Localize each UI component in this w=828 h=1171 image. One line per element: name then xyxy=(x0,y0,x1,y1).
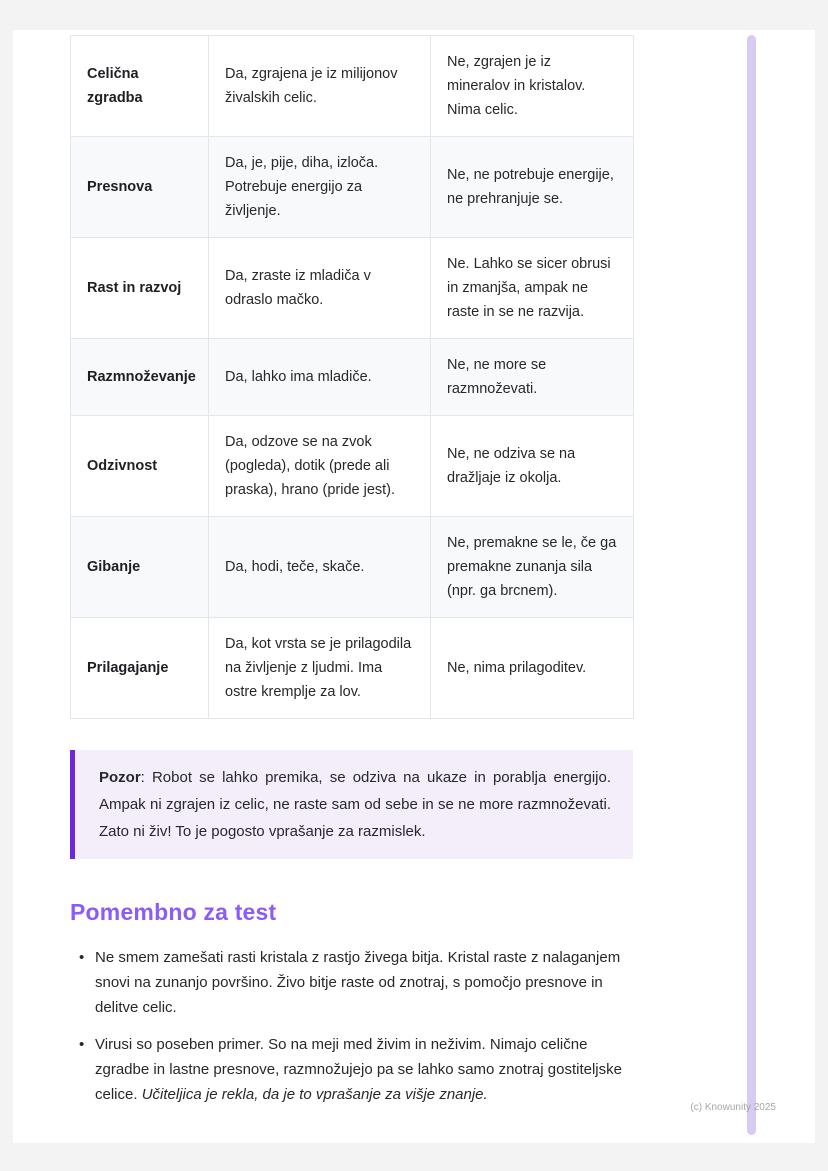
page-content xyxy=(13,30,643,1107)
cell-living: Da, odzove se na zvok (pogleda), dotik (prede ali praska), hrano (pride jest). xyxy=(209,416,431,517)
comparison-table xyxy=(70,35,634,719)
cell-feature: Celična zgradba xyxy=(71,36,209,137)
cell-nonliving: Ne, nima prilagoditev. xyxy=(431,618,634,719)
cell-nonliving: Ne. Lahko se sicer obrusi in zmanjša, ampak ne raste in se ne razvija. xyxy=(431,238,634,339)
bullet-text: Ne smem zamešati rasti kristala z rastjo živega bitja. Kristal raste z nalaganjem snovi na zunanjo površino. Živo bitje raste od znotraj, s pomočjo presnove in delitve celic. xyxy=(95,949,621,1016)
cell-living: Da, lahko ima mladiče. xyxy=(209,339,431,416)
bullet-list xyxy=(70,945,633,1107)
copyright-text: (c) Knowunity 2025 xyxy=(690,1102,776,1113)
cell-living: Da, je, pije, diha, izloča. Potrebuje energijo za življenje. xyxy=(209,137,431,238)
table-row xyxy=(71,339,634,416)
cell-feature: Odzivnost xyxy=(71,416,209,517)
table-row xyxy=(71,517,634,618)
callout-label: Pozor xyxy=(99,769,141,786)
document-page xyxy=(13,30,815,1143)
cell-nonliving: Ne, zgrajen je iz mineralov in kristalov. Nima celic. xyxy=(431,36,634,137)
bullet-italic-text: Učiteljica je rekla, da je to vprašanje za višje znanje. xyxy=(141,1086,488,1103)
section-heading: Pomembno za test xyxy=(70,899,277,925)
table-row xyxy=(71,137,634,238)
cell-nonliving: Ne, ne odziva se na dražljaje iz okolja. xyxy=(431,416,634,517)
list-item xyxy=(70,1032,633,1107)
cell-feature: Prilagajanje xyxy=(71,618,209,719)
list-item xyxy=(70,945,633,1020)
cell-nonliving: Ne, ne more se razmnoževati. xyxy=(431,339,634,416)
cell-living: Da, hodi, teče, skače. xyxy=(209,517,431,618)
table-row xyxy=(71,238,634,339)
cell-feature: Gibanje xyxy=(71,517,209,618)
table-row xyxy=(71,618,634,719)
cell-feature: Rast in razvoj xyxy=(71,238,209,339)
cell-feature: Presnova xyxy=(71,137,209,238)
table-row xyxy=(71,36,634,137)
callout-text: : Robot se lahko premika, se odziva na ukaze in porablja energijo. Ampak ni zgrajen iz celic, ne raste sam od sebe in se ne more razmnoževati. Zato ni živ! To je pogosto vprašanje za razmislek. xyxy=(99,769,611,840)
callout-box xyxy=(70,750,633,859)
table-row xyxy=(71,416,634,517)
cell-nonliving: Ne, ne potrebuje energije, ne prehranjuje se. xyxy=(431,137,634,238)
page-edge-decoration-bar xyxy=(747,35,756,1135)
bullet-text: Virusi so poseben primer. So na meji med živim in neživim. Nimajo celične zgradbe in lastne presnove, razmnožujejo pa se lahko samo znotraj gostiteljske celice. xyxy=(95,1036,622,1103)
cell-nonliving: Ne, premakne se le, če ga premakne zunanja sila (npr. ga brcnem). xyxy=(431,517,634,618)
cell-living: Da, zgrajena je iz milijonov živalskih celic. xyxy=(209,36,431,137)
cell-living: Da, kot vrsta se je prilagodila na življenje z ljudmi. Ima ostre kremplje za lov. xyxy=(209,618,431,719)
cell-living: Da, zraste iz mladiča v odraslo mačko. xyxy=(209,238,431,339)
cell-feature: Razmnoževanje xyxy=(71,339,209,416)
